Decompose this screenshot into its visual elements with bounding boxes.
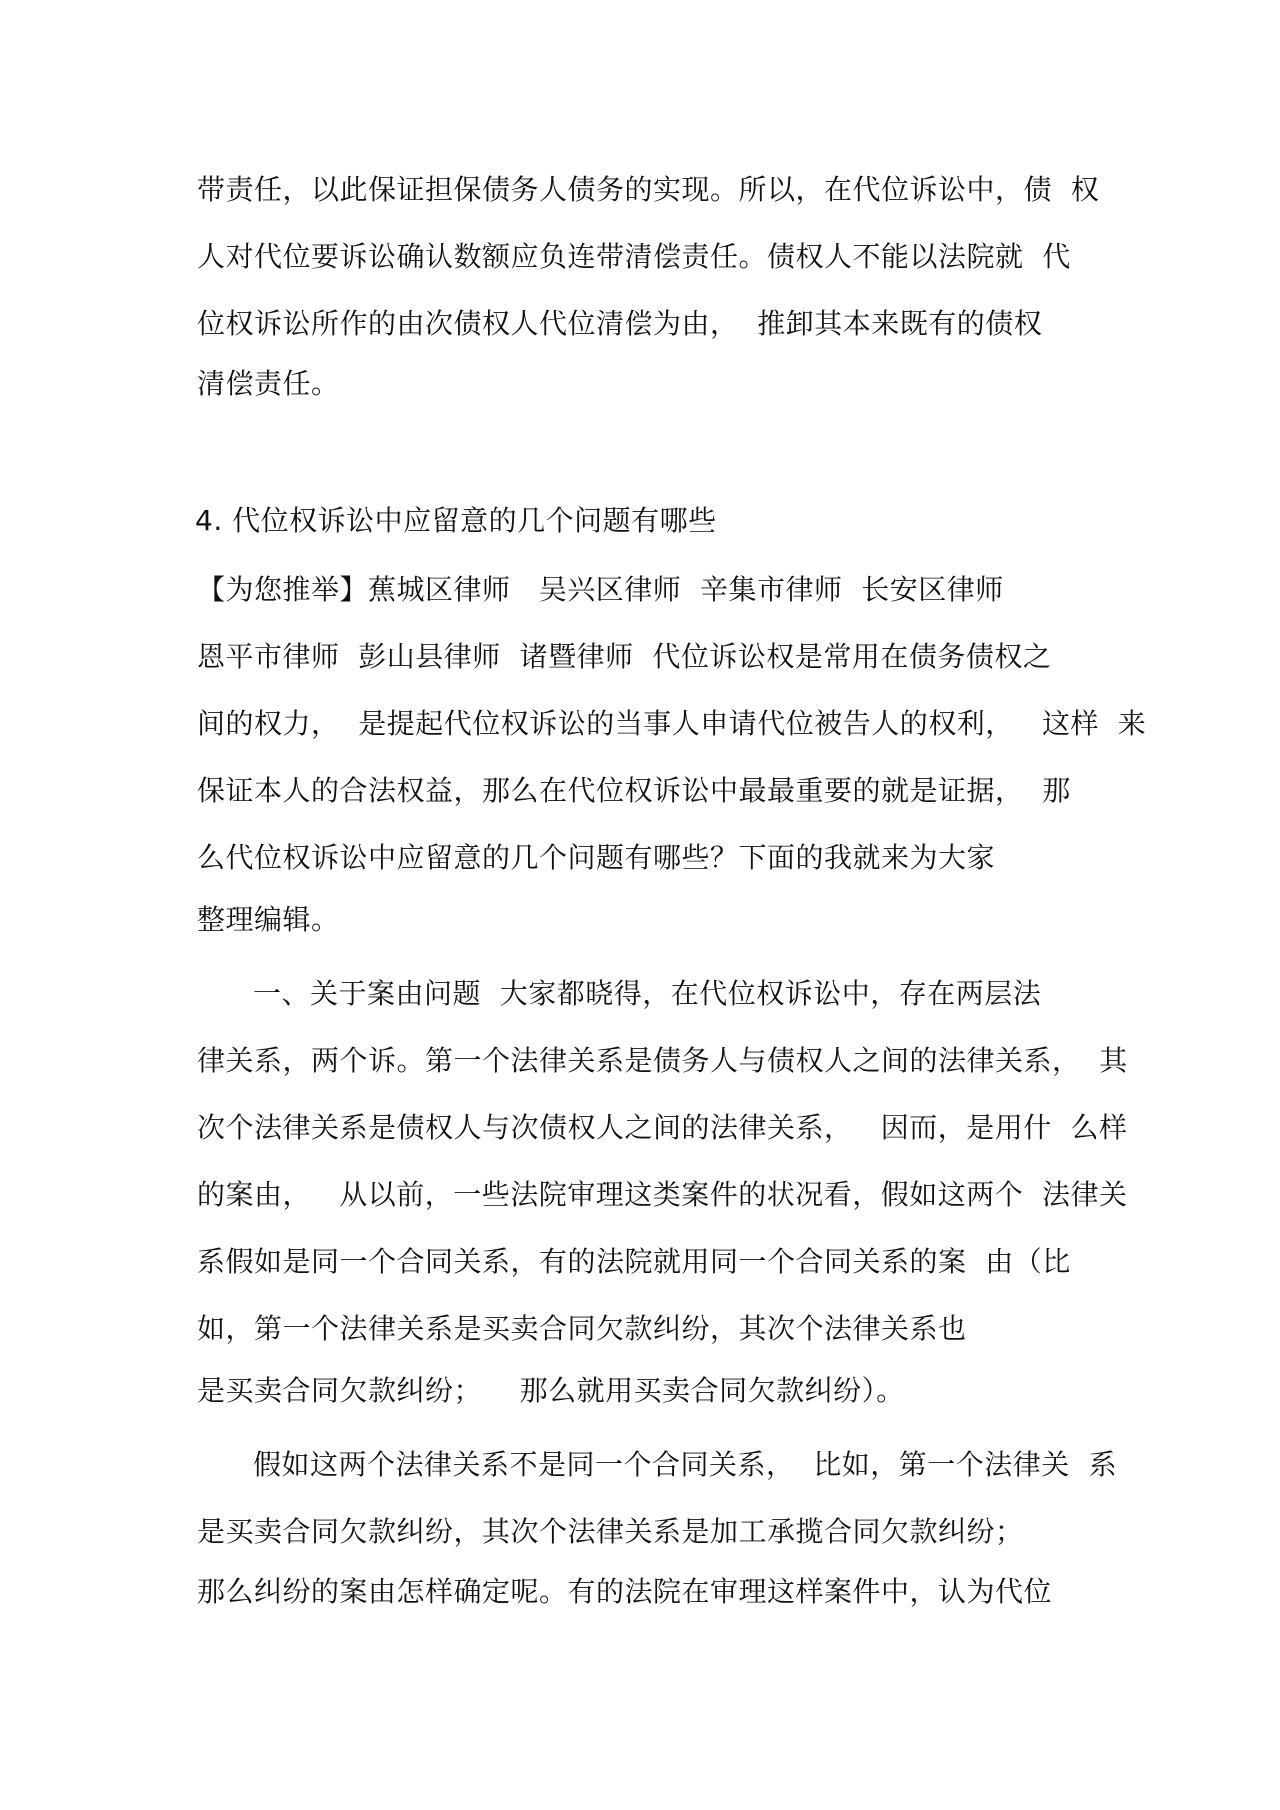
section-heading: 4. 代位权诉讼中应留意的几个问题有哪些 [195, 504, 717, 537]
paragraph-2-line-5: 么代位权诉讼中应留意的几个问题有哪些？下面的我就来为大家 [197, 841, 996, 874]
paragraph-2-line-3: 间的权力， 是提起代位权诉讼的当事人申请代位被告人的权利， 这样 来 [197, 707, 1147, 740]
paragraph-1-line-2: 人对代位要诉讼确认数额应负连带清偿责任。债权人不能以法院就 代 [197, 240, 1071, 273]
paragraph-4-line-2: 是买卖合同欠款纠纷，其次个法律关系是加工承揽合同欠款纠纷； [197, 1515, 1024, 1548]
paragraph-3-line-2: 律关系，两个诉。第一个法律关系是债务人与债权人之间的法律关系， 其 [197, 1044, 1128, 1077]
paragraph-3-line-4: 的案由， 从以前，一些法院审理这类案件的状况看，假如这两个 法律关 [197, 1178, 1128, 1211]
paragraph-3-line-1: 一、关于案由问题 大家都晓得，在代位权诉讼中，存在两层法 [253, 977, 1042, 1010]
paragraph-1-line-3: 位权诉讼所作的由次债权人代位清偿为由， 推卸其本来既有的债权 [197, 307, 1043, 340]
paragraph-1-line-4: 清偿责任。 [197, 367, 340, 400]
paragraph-1-line-1: 带责任，以此保证担保债务人债务的实现。所以，在代位诉讼中，债 权 [197, 173, 1100, 206]
paragraph-3-line-7: 是买卖合同欠款纠纷； 那么就用买卖合同欠款纠纷）。 [197, 1374, 905, 1407]
paragraph-2-line-6: 整理编辑。 [197, 903, 340, 936]
paragraph-2-line-2: 恩平市律师 彭山县律师 诸暨律师 代位诉讼权是常用在债务债权之 [197, 640, 1052, 673]
paragraph-3-line-6: 如，第一个法律关系是买卖合同欠款纠纷，其次个法律关系也 [197, 1312, 967, 1345]
paragraph-2-line-4: 保证本人的合法权益，那么在代位权诉讼中最最重要的就是证据， 那 [197, 774, 1071, 807]
paragraph-3-line-5: 系假如是同一个合同关系，有的法院就用同一个合同关系的案 由（比 [197, 1245, 1071, 1278]
paragraph-4-line-3: 那么纠纷的案由怎样确定呢。有的法院在审理这样案件中，认为代位 [197, 1575, 1053, 1608]
paragraph-2-line-1: 【为您推举】蕉城区律师 吴兴区律师 辛集市律师 长安区律师 [197, 573, 1004, 606]
paragraph-4-line-1: 假如这两个法律关系不是同一个合同关系， 比如，第一个法律关 系 [253, 1448, 1118, 1481]
paragraph-3-line-3: 次个法律关系是债权人与次债权人之间的法律关系， 因而，是用什 么样 [197, 1111, 1128, 1144]
